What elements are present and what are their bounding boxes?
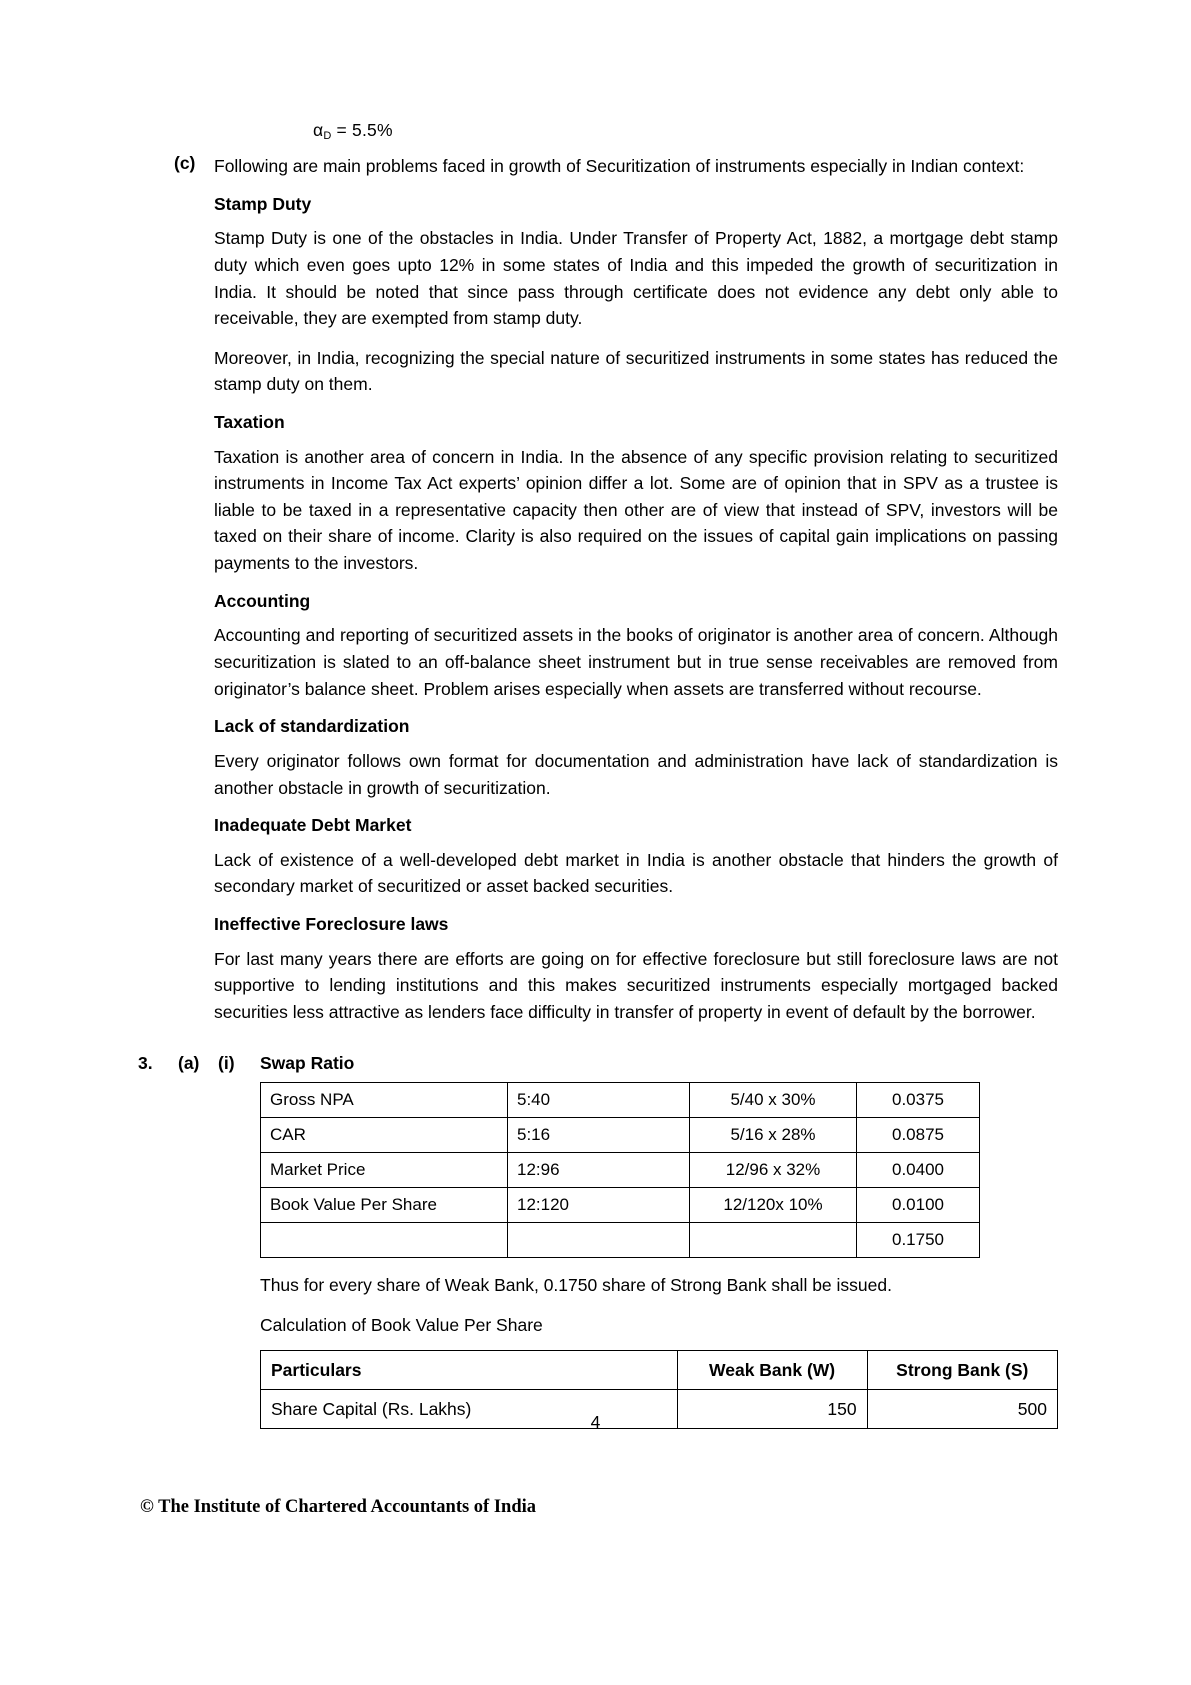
question-number: 3. [138,1052,153,1073]
part-c-body [214,153,1058,1037]
part-c-intro: Following are main problems faced in growth of Securitization of instruments especially in Indian context: [214,156,1025,176]
paragraph-stamp-duty-1: Stamp Duty is one of the obstacles in India. Under Transfer of Property Act, 1882, a mortgage debt stamp duty which even goes upto 12% in some states of India and this impeded the growth of securitization in India. It should be noted that since pass through certificate does not evidence any debt only able to receivable, they are exempted from stamp duty. [214,228,1058,329]
subheading-accounting: Accounting [214,590,311,611]
header-particulars: Particulars [261,1351,678,1390]
formula-line [313,120,1058,141]
paragraph-inadequate-debt-market-1: Lack of existence of a well-developed debt market in India is another obstacle that hinders the growth of secondary market of securitized or asset backed securities. [214,849,1058,897]
table-row [261,1082,980,1117]
subheading-lack-of-standardization: Lack of standardization [214,716,410,737]
subheading-inadequate-debt-market: Inadequate Debt Market [214,815,412,836]
subheading-stamp-duty: Stamp Duty [214,193,312,214]
cell-total-value: 0.1750 [857,1222,980,1257]
question-3-body [260,1082,1058,1430]
page-number: 4 [590,1412,601,1432]
paragraph-ineffective-foreclosure-laws-1: For last many years there are efforts are going on for effective foreclosure but still foreclosure laws are not supportive to lending institutions and this makes securitized instruments especially mortgaged backed securities less attractive as lenders face difficulty in transfer of property in event of default by the borrower. [214,948,1058,1022]
cell-calc: 5/40 x 30% [690,1082,857,1117]
formula-alpha: α [313,120,324,140]
subheading-ineffective-foreclosure-laws: Ineffective Foreclosure laws [214,914,449,935]
part-c-block [138,153,1058,1037]
header-strong-bank: Strong Bank (S) [867,1351,1057,1390]
paragraph-taxation-1: Taxation is another area of concern in India. In the absence of any specific provision relating to securitized instruments in Income Tax Act experts’ opinion differ a lot. Some are of opinion that in SPV as a trustee is liable to be taxed in a representative capacity then other are of view that instead of SPV, investors will be taxed on their share of income. Clarity is also required on the issues of capital gain implications on passing payments to the investors. [214,446,1058,574]
cell-particular: Book Value Per Share [261,1187,508,1222]
question-subpart: (i) [218,1052,235,1073]
cell-weak-value: 150 [677,1390,867,1429]
cell-empty-2 [508,1222,690,1257]
paragraph-stamp-duty-2: Moreover, in India, recognizing the special nature of securitized instruments in some states has reduced the stamp duty on them. [214,347,1058,395]
header-weak-bank: Weak Bank (W) [677,1351,867,1390]
table-row [261,1152,980,1187]
footer-copyright: © The Institute of Chartered Accountants of India [140,1497,537,1517]
cell-value: 0.0100 [857,1187,980,1222]
cell-calc: 12/120x 10% [690,1187,857,1222]
cell-value: 0.0375 [857,1082,980,1117]
table-header-row [261,1351,1058,1390]
swap-ratio-note: Thus for every share of Weak Bank, 0.1750 share of Strong Bank shall be issued. [260,1274,892,1295]
cell-empty-3 [690,1222,857,1257]
question-3-heading [138,1053,1058,1074]
paragraph-lack-of-standardization-1: Every originator follows own format for documentation and administration have lack of standardization is another obstacle in growth of securitization. [214,750,1058,798]
formula-subscript: D [323,130,332,142]
cell-ratio: 12:120 [508,1187,690,1222]
cell-particulars: Share Capital (Rs. Lakhs) [261,1390,678,1429]
cell-value: 0.0875 [857,1117,980,1152]
book-value-caption: Calculation of Book Value Per Share [260,1314,543,1335]
part-c-marker: (c) [174,153,196,173]
cell-ratio: 12:96 [508,1152,690,1187]
cell-particular: Market Price [261,1152,508,1187]
cell-empty-1 [261,1222,508,1257]
cell-particular: Gross NPA [261,1082,508,1117]
table-row-total [261,1222,980,1257]
table-row [261,1117,980,1152]
paragraph-accounting-1: Accounting and reporting of securitized assets in the books of originator is another area of concern. Although securitization is slated to an off-balance sheet instrument but in true sense receivables are removed from originator’s balance sheet. Problem arises especially when assets are transferred without recourse. [214,625,1058,699]
cell-particular: CAR [261,1117,508,1152]
swap-ratio-title: Swap Ratio [260,1052,355,1073]
page-content [138,120,1058,1429]
subheading-taxation: Taxation [214,411,285,432]
cell-calc: 5/16 x 28% [690,1117,857,1152]
table-row [261,1187,980,1222]
formula-rest: = 5.5% [331,120,393,140]
cell-ratio: 5:16 [508,1117,690,1152]
cell-ratio: 5:40 [508,1082,690,1117]
cell-calc: 12/96 x 32% [690,1152,857,1187]
question-part: (a) [178,1052,200,1073]
cell-strong-value: 500 [867,1390,1057,1429]
swap-ratio-table [260,1082,980,1258]
cell-value: 0.0400 [857,1152,980,1187]
